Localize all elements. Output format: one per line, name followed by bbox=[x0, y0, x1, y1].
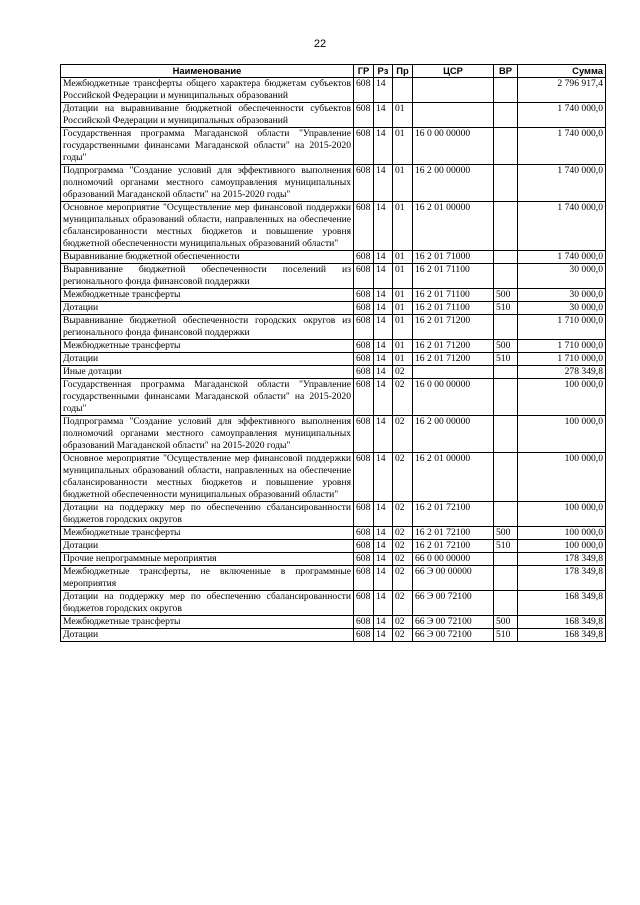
cell-gr: 608 bbox=[354, 251, 374, 264]
cell-rz: 14 bbox=[374, 264, 393, 289]
cell-pr: 02 bbox=[393, 502, 413, 527]
budget-table bbox=[60, 64, 606, 642]
cell-rz: 14 bbox=[374, 527, 393, 540]
cell-gr: 608 bbox=[354, 340, 374, 353]
cell-sum: 168 349,8 bbox=[518, 591, 606, 616]
cell-name: Государственная программа Магаданской области "Управление государственными финансами Магаданской области" на 2015-2020 годы" bbox=[61, 128, 354, 165]
table-row bbox=[61, 202, 606, 251]
cell-sum: 100 000,0 bbox=[518, 416, 606, 453]
cell-pr: 02 bbox=[393, 540, 413, 553]
cell-pr: 02 bbox=[393, 527, 413, 540]
cell-rz: 14 bbox=[374, 502, 393, 527]
cell-csr: 16 2 01 72100 bbox=[413, 540, 494, 553]
table-header-row bbox=[61, 65, 606, 78]
cell-name: Дотации на поддержку мер по обеспечению сбалансированности бюджетов городских округов bbox=[61, 591, 354, 616]
cell-vr bbox=[494, 366, 518, 379]
cell-rz: 14 bbox=[374, 251, 393, 264]
cell-name: Прочие непрограммные мероприятия bbox=[61, 553, 354, 566]
cell-name: Основное мероприятие "Осуществление мер финансовой поддержки муниципальных образований области, направленных на обеспечение сбалансированности местных бюджетов и повышение уровня бюджетной обеспеченности муниципальных образований области" bbox=[61, 202, 354, 251]
cell-sum: 1 740 000,0 bbox=[518, 165, 606, 202]
cell-csr: 66 Э 00 00000 bbox=[413, 566, 494, 591]
cell-sum: 178 349,8 bbox=[518, 566, 606, 591]
cell-pr: 01 bbox=[393, 353, 413, 366]
cell-rz: 14 bbox=[374, 165, 393, 202]
table-row bbox=[61, 78, 606, 103]
table-row bbox=[61, 302, 606, 315]
cell-pr: 02 bbox=[393, 591, 413, 616]
cell-vr: 500 bbox=[494, 289, 518, 302]
cell-gr: 608 bbox=[354, 553, 374, 566]
table-row bbox=[61, 340, 606, 353]
cell-sum: 1 710 000,0 bbox=[518, 315, 606, 340]
cell-name: Выравнивание бюджетной обеспеченности городских округов из регионального фонда финансовой поддержки bbox=[61, 315, 354, 340]
cell-vr bbox=[494, 128, 518, 165]
cell-name: Дотации bbox=[61, 540, 354, 553]
table-row bbox=[61, 629, 606, 642]
cell-name: Межбюджетные трансферты bbox=[61, 289, 354, 302]
cell-vr: 510 bbox=[494, 629, 518, 642]
header-vr: ВР bbox=[494, 65, 518, 78]
cell-vr: 510 bbox=[494, 540, 518, 553]
cell-rz: 14 bbox=[374, 353, 393, 366]
cell-pr: 01 bbox=[393, 264, 413, 289]
header-name: Наименование bbox=[61, 65, 354, 78]
cell-sum: 1 740 000,0 bbox=[518, 128, 606, 165]
cell-rz: 14 bbox=[374, 302, 393, 315]
cell-vr: 500 bbox=[494, 340, 518, 353]
cell-sum: 278 349,8 bbox=[518, 366, 606, 379]
cell-gr: 608 bbox=[354, 591, 374, 616]
cell-name: Дотации bbox=[61, 629, 354, 642]
cell-name: Дотации bbox=[61, 302, 354, 315]
cell-csr: 66 Э 00 72100 bbox=[413, 629, 494, 642]
cell-rz: 14 bbox=[374, 379, 393, 416]
table-row bbox=[61, 251, 606, 264]
cell-sum: 100 000,0 bbox=[518, 379, 606, 416]
cell-gr: 608 bbox=[354, 315, 374, 340]
table-row bbox=[61, 616, 606, 629]
cell-name: Государственная программа Магаданской области "Управление государственными финансами Магаданской области" на 2015-2020 годы" bbox=[61, 379, 354, 416]
cell-rz: 14 bbox=[374, 202, 393, 251]
cell-rz: 14 bbox=[374, 540, 393, 553]
cell-pr: 01 bbox=[393, 128, 413, 165]
table-row bbox=[61, 379, 606, 416]
cell-sum: 100 000,0 bbox=[518, 527, 606, 540]
cell-name: Выравнивание бюджетной обеспеченности bbox=[61, 251, 354, 264]
table-row bbox=[61, 540, 606, 553]
cell-sum: 1 740 000,0 bbox=[518, 251, 606, 264]
cell-vr bbox=[494, 553, 518, 566]
cell-csr: 16 2 01 00000 bbox=[413, 453, 494, 502]
cell-sum: 30 000,0 bbox=[518, 289, 606, 302]
cell-vr bbox=[494, 453, 518, 502]
cell-vr bbox=[494, 78, 518, 103]
table-row bbox=[61, 128, 606, 165]
table-row bbox=[61, 453, 606, 502]
cell-pr: 02 bbox=[393, 616, 413, 629]
cell-csr: 16 2 01 72100 bbox=[413, 502, 494, 527]
cell-name: Подпрограмма "Создание условий для эффективного выполнения полномочий органами местного самоуправления муниципальных образований Магаданской области" на 2015-2020 годы" bbox=[61, 416, 354, 453]
cell-vr bbox=[494, 416, 518, 453]
cell-pr: 02 bbox=[393, 629, 413, 642]
cell-rz: 14 bbox=[374, 566, 393, 591]
cell-pr: 01 bbox=[393, 289, 413, 302]
cell-vr bbox=[494, 379, 518, 416]
table-row bbox=[61, 553, 606, 566]
table-row bbox=[61, 289, 606, 302]
cell-sum: 100 000,0 bbox=[518, 453, 606, 502]
cell-rz: 14 bbox=[374, 289, 393, 302]
cell-sum: 100 000,0 bbox=[518, 502, 606, 527]
cell-gr: 608 bbox=[354, 289, 374, 302]
cell-csr: 66 Э 00 72100 bbox=[413, 591, 494, 616]
cell-rz: 14 bbox=[374, 315, 393, 340]
table-row bbox=[61, 566, 606, 591]
cell-gr: 608 bbox=[354, 379, 374, 416]
cell-pr: 01 bbox=[393, 165, 413, 202]
cell-pr: 01 bbox=[393, 103, 413, 128]
table-body bbox=[61, 78, 606, 642]
cell-name: Дотации bbox=[61, 353, 354, 366]
cell-csr bbox=[413, 366, 494, 379]
cell-pr: 02 bbox=[393, 366, 413, 379]
cell-rz: 14 bbox=[374, 416, 393, 453]
cell-gr: 608 bbox=[354, 128, 374, 165]
cell-csr: 16 2 01 71100 bbox=[413, 264, 494, 289]
cell-vr bbox=[494, 502, 518, 527]
cell-csr: 66 Э 00 72100 bbox=[413, 616, 494, 629]
cell-csr: 16 2 01 71200 bbox=[413, 315, 494, 340]
cell-gr: 608 bbox=[354, 540, 374, 553]
cell-name: Дотации на поддержку мер по обеспечению сбалансированности бюджетов городских округов bbox=[61, 502, 354, 527]
cell-gr: 608 bbox=[354, 302, 374, 315]
cell-name: Межбюджетные трансферты bbox=[61, 527, 354, 540]
cell-rz: 14 bbox=[374, 78, 393, 103]
cell-csr: 16 2 01 71100 bbox=[413, 302, 494, 315]
table-row bbox=[61, 264, 606, 289]
cell-gr: 608 bbox=[354, 103, 374, 128]
cell-pr: 01 bbox=[393, 340, 413, 353]
cell-pr: 02 bbox=[393, 553, 413, 566]
cell-vr: 510 bbox=[494, 353, 518, 366]
cell-pr bbox=[393, 78, 413, 103]
cell-pr: 02 bbox=[393, 566, 413, 591]
cell-pr: 02 bbox=[393, 416, 413, 453]
cell-gr: 608 bbox=[354, 416, 374, 453]
table-row bbox=[61, 165, 606, 202]
cell-sum: 1 740 000,0 bbox=[518, 103, 606, 128]
cell-rz: 14 bbox=[374, 103, 393, 128]
cell-rz: 14 bbox=[374, 128, 393, 165]
cell-sum: 1 740 000,0 bbox=[518, 202, 606, 251]
cell-name: Межбюджетные трансферты bbox=[61, 340, 354, 353]
cell-csr: 16 2 01 71000 bbox=[413, 251, 494, 264]
cell-gr: 608 bbox=[354, 527, 374, 540]
cell-sum: 2 796 917,4 bbox=[518, 78, 606, 103]
cell-rz: 14 bbox=[374, 553, 393, 566]
header-sum: Сумма bbox=[518, 65, 606, 78]
table-row bbox=[61, 315, 606, 340]
cell-gr: 608 bbox=[354, 353, 374, 366]
cell-pr: 02 bbox=[393, 379, 413, 416]
cell-gr: 608 bbox=[354, 453, 374, 502]
header-pr: Пр bbox=[393, 65, 413, 78]
cell-csr: 16 2 00 00000 bbox=[413, 165, 494, 202]
cell-rz: 14 bbox=[374, 629, 393, 642]
cell-gr: 608 bbox=[354, 202, 374, 251]
header-csr: ЦСР bbox=[413, 65, 494, 78]
cell-name: Межбюджетные трансферты, не включенные в программные мероприятия bbox=[61, 566, 354, 591]
cell-gr: 608 bbox=[354, 616, 374, 629]
cell-gr: 608 bbox=[354, 629, 374, 642]
cell-name: Межбюджетные трансферты bbox=[61, 616, 354, 629]
cell-sum: 100 000,0 bbox=[518, 540, 606, 553]
cell-csr: 16 2 00 00000 bbox=[413, 416, 494, 453]
cell-vr bbox=[494, 315, 518, 340]
cell-rz: 14 bbox=[374, 340, 393, 353]
cell-csr bbox=[413, 103, 494, 128]
cell-csr: 16 2 01 00000 bbox=[413, 202, 494, 251]
cell-vr bbox=[494, 103, 518, 128]
cell-gr: 608 bbox=[354, 165, 374, 202]
table-row bbox=[61, 353, 606, 366]
cell-vr bbox=[494, 202, 518, 251]
cell-name: Иные дотации bbox=[61, 366, 354, 379]
cell-vr bbox=[494, 251, 518, 264]
table-row bbox=[61, 527, 606, 540]
table-row bbox=[61, 366, 606, 379]
cell-sum: 30 000,0 bbox=[518, 264, 606, 289]
cell-sum: 1 710 000,0 bbox=[518, 353, 606, 366]
cell-vr bbox=[494, 165, 518, 202]
cell-name: Выравнивание бюджетной обеспеченности поселений из регионального фонда финансовой поддержки bbox=[61, 264, 354, 289]
header-rz: Рз bbox=[374, 65, 393, 78]
cell-rz: 14 bbox=[374, 591, 393, 616]
cell-csr: 16 2 01 71200 bbox=[413, 340, 494, 353]
cell-vr: 500 bbox=[494, 527, 518, 540]
page-number: 22 bbox=[313, 38, 327, 50]
cell-gr: 608 bbox=[354, 78, 374, 103]
header-gr: ГР bbox=[354, 65, 374, 78]
cell-name: Межбюджетные трансферты общего характера бюджетам субъектов Российской Федерации и муниципальных образований bbox=[61, 78, 354, 103]
cell-sum: 1 710 000,0 bbox=[518, 340, 606, 353]
cell-pr: 01 bbox=[393, 251, 413, 264]
cell-vr bbox=[494, 264, 518, 289]
cell-vr: 500 bbox=[494, 616, 518, 629]
cell-sum: 30 000,0 bbox=[518, 302, 606, 315]
cell-name: Подпрограмма "Создание условий для эффективного выполнения полномочий органами местного самоуправления муниципальных образований Магаданской области" на 2015-2020 годы" bbox=[61, 165, 354, 202]
cell-pr: 01 bbox=[393, 315, 413, 340]
cell-rz: 14 bbox=[374, 453, 393, 502]
cell-csr: 16 0 00 00000 bbox=[413, 379, 494, 416]
cell-csr: 16 2 01 72100 bbox=[413, 527, 494, 540]
cell-csr: 16 2 01 71200 bbox=[413, 353, 494, 366]
cell-csr: 16 0 00 00000 bbox=[413, 128, 494, 165]
table-row bbox=[61, 502, 606, 527]
cell-gr: 608 bbox=[354, 566, 374, 591]
cell-pr: 01 bbox=[393, 302, 413, 315]
cell-csr bbox=[413, 78, 494, 103]
cell-sum: 168 349,8 bbox=[518, 616, 606, 629]
cell-vr bbox=[494, 591, 518, 616]
cell-pr: 01 bbox=[393, 202, 413, 251]
cell-sum: 168 349,8 bbox=[518, 629, 606, 642]
cell-vr bbox=[494, 566, 518, 591]
cell-gr: 608 bbox=[354, 366, 374, 379]
cell-rz: 14 bbox=[374, 366, 393, 379]
cell-vr: 510 bbox=[494, 302, 518, 315]
cell-gr: 608 bbox=[354, 264, 374, 289]
cell-csr: 66 0 00 00000 bbox=[413, 553, 494, 566]
cell-csr: 16 2 01 71100 bbox=[413, 289, 494, 302]
table-row bbox=[61, 416, 606, 453]
table-row bbox=[61, 591, 606, 616]
cell-rz: 14 bbox=[374, 616, 393, 629]
table-row bbox=[61, 103, 606, 128]
cell-sum: 178 349,8 bbox=[518, 553, 606, 566]
cell-name: Основное мероприятие "Осуществление мер финансовой поддержки муниципальных образований области, направленных на обеспечение сбалансированности местных бюджетов и повышение уровня бюджетной обеспеченности муниципальных образований области" bbox=[61, 453, 354, 502]
cell-gr: 608 bbox=[354, 502, 374, 527]
cell-pr: 02 bbox=[393, 453, 413, 502]
cell-name: Дотации на выравнивание бюджетной обеспеченности субъектов Российской Федерации и муниципальных образований bbox=[61, 103, 354, 128]
